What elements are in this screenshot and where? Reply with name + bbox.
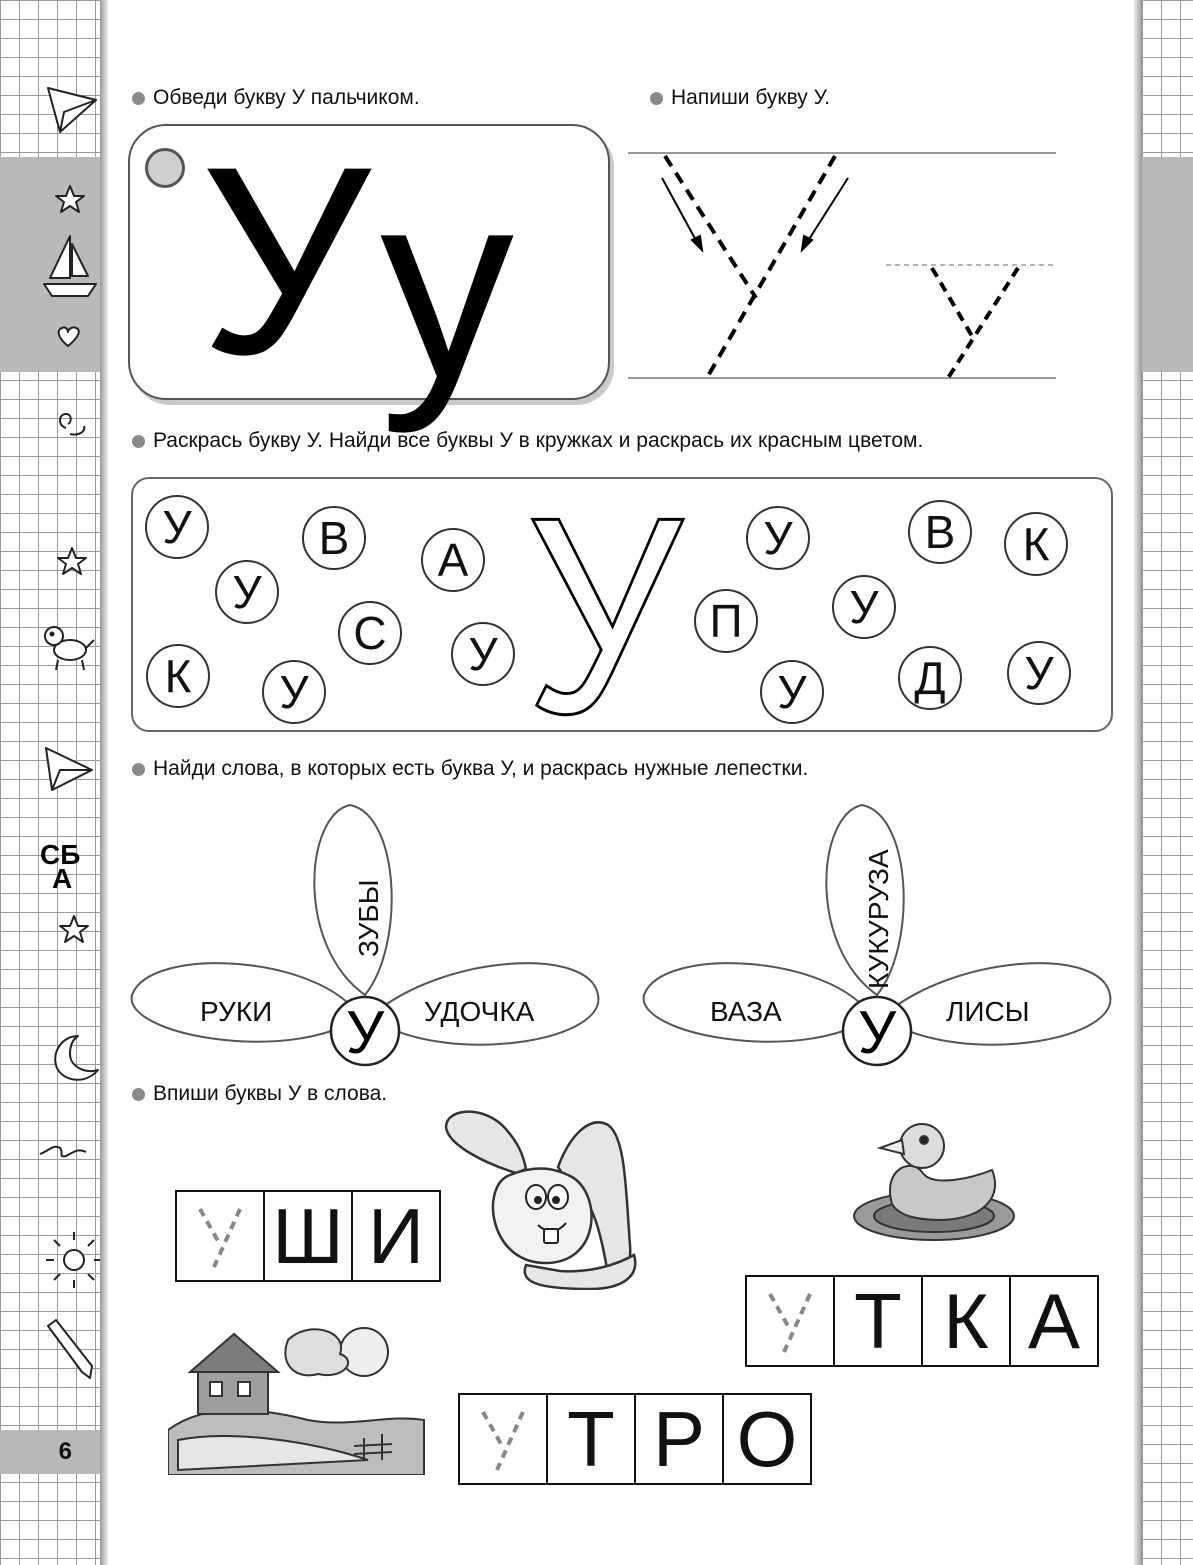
- letter-cell: Ш: [265, 1192, 353, 1280]
- letter-cell: К: [923, 1277, 1011, 1365]
- letter-circle[interactable]: У: [262, 660, 326, 724]
- letter-circle[interactable]: У: [145, 495, 209, 559]
- star-icon: [58, 548, 86, 574]
- dashed-u-guide: [190, 1201, 250, 1271]
- flower-center-letter-1: У: [346, 999, 385, 1066]
- blank-cell-u[interactable]: [177, 1192, 265, 1280]
- card-upper-letter[interactable]: У: [200, 110, 371, 410]
- bullet: [132, 763, 145, 776]
- petal-word-left-1: РУКИ: [200, 996, 273, 1027]
- writing-guide: [620, 140, 1070, 390]
- word-utro: [458, 1393, 812, 1485]
- letter-circle[interactable]: К: [1004, 512, 1068, 576]
- letter-circle[interactable]: У: [832, 575, 896, 639]
- bullet: [650, 92, 663, 105]
- blank-cell-u[interactable]: [460, 1395, 548, 1483]
- sidebar-logo-line2: А: [52, 863, 73, 894]
- page-number: 6: [58, 1438, 72, 1465]
- dog-icon: [45, 627, 94, 670]
- sidebar-logo: [40, 839, 80, 894]
- letter-cell: Р: [636, 1395, 724, 1483]
- dashed-u-guide: [473, 1404, 533, 1474]
- letter-circle[interactable]: У: [1007, 641, 1071, 705]
- letter-circle[interactable]: П: [694, 589, 758, 653]
- word-ushi: [175, 1190, 441, 1282]
- letter-cell: Т: [835, 1277, 923, 1365]
- petal-word-left-2: ВАЗА: [710, 996, 782, 1027]
- sun-icon: [46, 1232, 100, 1288]
- bullet: [132, 435, 145, 448]
- page-shadow-left: [100, 0, 108, 1565]
- task-trace-text: Обведи букву У пальчиком.: [153, 86, 420, 109]
- letter-circle[interactable]: У: [451, 622, 515, 686]
- task-color: [132, 429, 923, 453]
- letter-circle[interactable]: У: [760, 660, 824, 724]
- letter-circle[interactable]: У: [746, 506, 810, 570]
- outline-letter[interactable]: [520, 490, 690, 725]
- letter-cell: А: [1027, 1277, 1081, 1365]
- sidebar-doodles: [0, 0, 100, 1565]
- dashed-lower-u[interactable]: [932, 268, 1018, 378]
- word-utka: [745, 1275, 1099, 1367]
- star-icon: [56, 186, 84, 212]
- task-color-text: Раскрась букву У. Найди все буквы У в кружках и раскрась их красным цветом.: [153, 429, 924, 452]
- dashed-capital-u[interactable]: [665, 156, 835, 376]
- letter-cell: О: [736, 1395, 798, 1483]
- card-lower-letter[interactable]: у: [380, 134, 514, 434]
- petal-word-right-1: УДОЧКА: [424, 996, 535, 1027]
- petal-word-top-1: ЗУБЫ: [353, 879, 384, 957]
- task-insert: [132, 1082, 387, 1106]
- outline-letter-u[interactable]: У: [526, 490, 684, 725]
- heart-icon: [59, 327, 79, 346]
- letter-circle[interactable]: В: [302, 506, 366, 570]
- letter-circle[interactable]: С: [338, 601, 402, 665]
- star-icon: [60, 916, 88, 942]
- letter-circle[interactable]: К: [146, 644, 210, 708]
- letter-cell: И: [367, 1192, 425, 1280]
- letter-circle[interactable]: А: [421, 528, 485, 592]
- moon-icon: [55, 1036, 98, 1080]
- task-insert-text: Впиши буквы У в слова.: [153, 1082, 388, 1105]
- blank-cell-u[interactable]: [747, 1277, 835, 1365]
- bullet: [132, 92, 145, 105]
- paper-plane-icon: [46, 748, 92, 790]
- petal-word-top-2: КУКУРУЗА: [863, 849, 894, 989]
- flowers: [120, 795, 1120, 1075]
- dashed-u-guide: [760, 1286, 820, 1356]
- duck-icon: [852, 1108, 1022, 1248]
- task-find-words: [132, 757, 808, 781]
- task-trace: [132, 86, 420, 110]
- right-grey-band: [1142, 157, 1193, 372]
- bullet: [132, 1088, 145, 1101]
- rabbit-icon: [440, 1105, 660, 1290]
- letter-cell: Т: [548, 1395, 636, 1483]
- task-write: [650, 86, 830, 110]
- letter-circle[interactable]: У: [215, 560, 279, 624]
- flower-center-letter-2: У: [858, 999, 897, 1066]
- curl-icon: [40, 1147, 86, 1157]
- sailboat-icon: [44, 236, 96, 296]
- paper-plane-icon: [48, 88, 96, 132]
- petal-word-right-2: ЛИСЫ: [946, 996, 1030, 1027]
- pencil-icon: [48, 1320, 92, 1378]
- stroke-arrows: [662, 178, 848, 250]
- page-shadow-right: [1134, 0, 1142, 1565]
- letter-circle[interactable]: Д: [898, 646, 962, 710]
- task-write-text: Напиши букву У.: [671, 86, 831, 109]
- letter-circle[interactable]: В: [908, 500, 972, 564]
- card-hole: [145, 148, 185, 188]
- swirl-icon: [60, 414, 84, 435]
- sidebar-logo-line1: СБ: [40, 839, 81, 870]
- task-find-words-text: Найди слова, в которых есть буква У, и раскрась нужные лепестки.: [153, 757, 809, 780]
- house-landscape-icon: [168, 1310, 428, 1475]
